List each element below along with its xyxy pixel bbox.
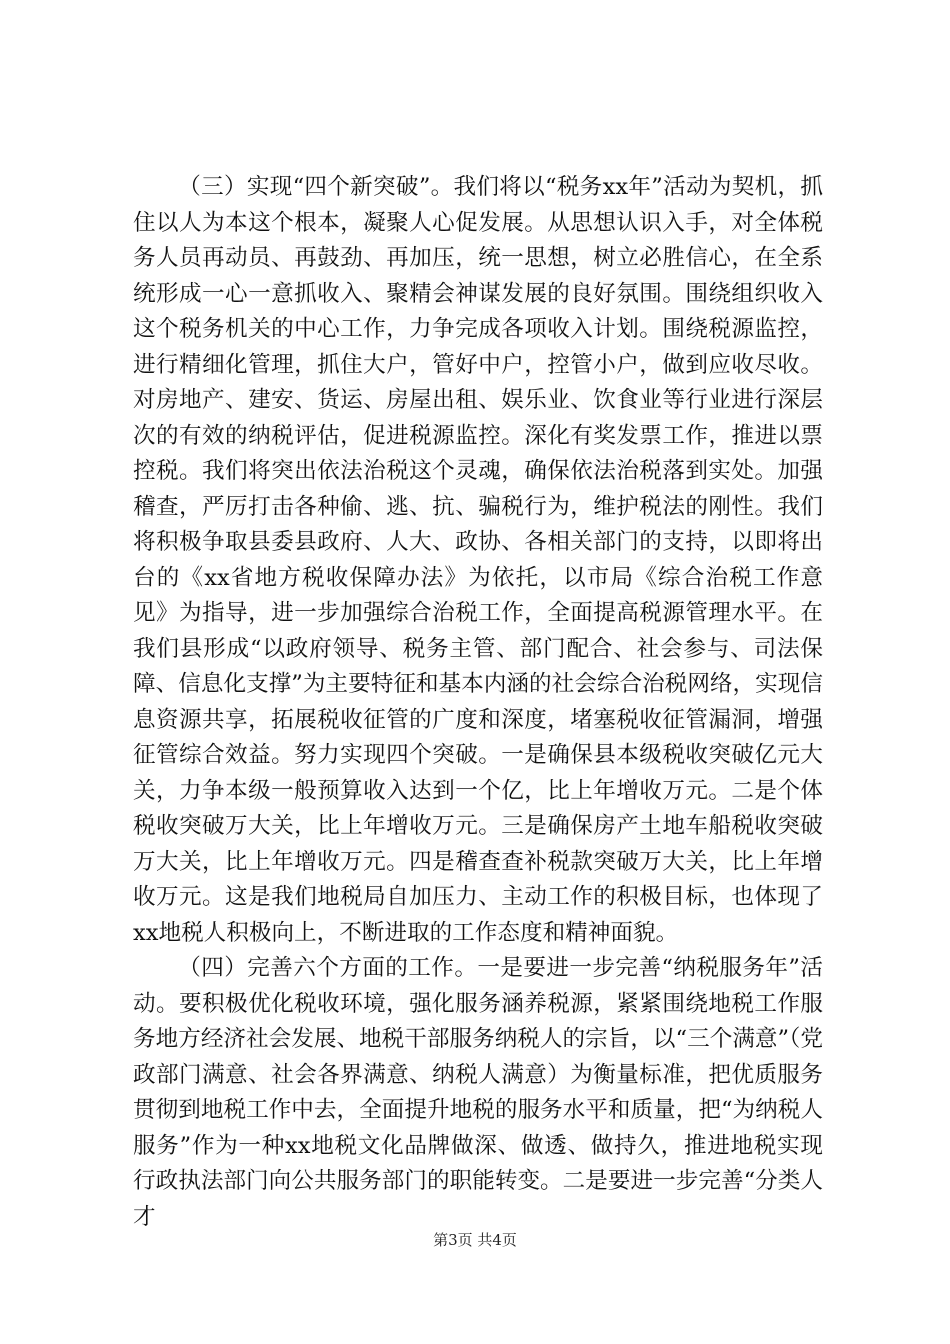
paragraph-section-three: （三）实现“四个新突破”。我们将以“税务xx年”活动为契机，抓住以人为本这个根本，凝聚人心促发展。从思想认识入手，对全体税务人员再动员、再鼓劲、再加压，统一思想，树立必胜信心，在全系统形成一心一意抓收入、聚精会神谋发展的良好氛围。围绕组织收入这个税务机关的中心工作，力争完成各项收入计划。围绕税源监控，进行精细化管理，抓住大户，管好中户，控管小户，做到应收尽收。对房地产、建安、货运、房屋出租、娱乐业、饮食业等行业进行深层次的有效的纳税评估，促进税源监控。深化有奖发票工作，推进以票控税。我们将突出依法治税这个灵魂，确保依法治税落到实处。加强稽查，严厉打击各种偷、逃、抗、骗税行为，维护税法的刚性。我们将积极争取县委县政府、人大、政协、各相关部门的支持，以即将出台的《xx省地方税收保障办法》为依托，以市局《综合治税工作意见》为指导，进一步加强综合治税工作，全面提高税源管理水平。在我们县形成“以政府领导、税务主管、部门配合、社会参与、司法保障、信息化支撑”为主要特征和基本内涵的社会综合治税网络，实现信息资源共享，拓展税收征管的广度和深度，堵塞税收征管漏洞，增强征管综合效益。努力实现四个突破。一是确保县本级税收突破亿元大关，力争本级一般预算收入达到一个亿，比上年增收万元。二是个体税收突破万大关，比上年增收万元。三是确保房产土地车船税收突破万大关，比上年增收万元。四是稽查查补税款突破万大关，比上年增收万元。这是我们地税局自加压力、主动工作的积极目标，也体现了xx地税人积极向上，不断进取的工作态度和精神面貌。 <box>133 174 823 946</box>
paragraph-section-four: （四）完善六个方面的工作。一是要进一步完善“纳税服务年”活动。要积极优化税收环境，强化服务涵养税源，紧紧围绕地税工作服务地方经济社会发展、地税干部服务纳税人的宗旨，以“三个满意”（党政部门满意、社会各界满意、纳税人满意）为衡量标准，把优质服务贯彻到地税工作中去，全面提升地税的服务水平和质量，把“为纳税人服务”作为一种xx地税文化品牌做深、做透、做持久，推进地税实现行政执法部门向公共服务部门的职能转变。二是要进一步完善“分类人才 <box>133 955 823 1230</box>
page-number-footer: 第3页 共4页 <box>433 1231 517 1249</box>
document-body <box>133 170 823 1235</box>
